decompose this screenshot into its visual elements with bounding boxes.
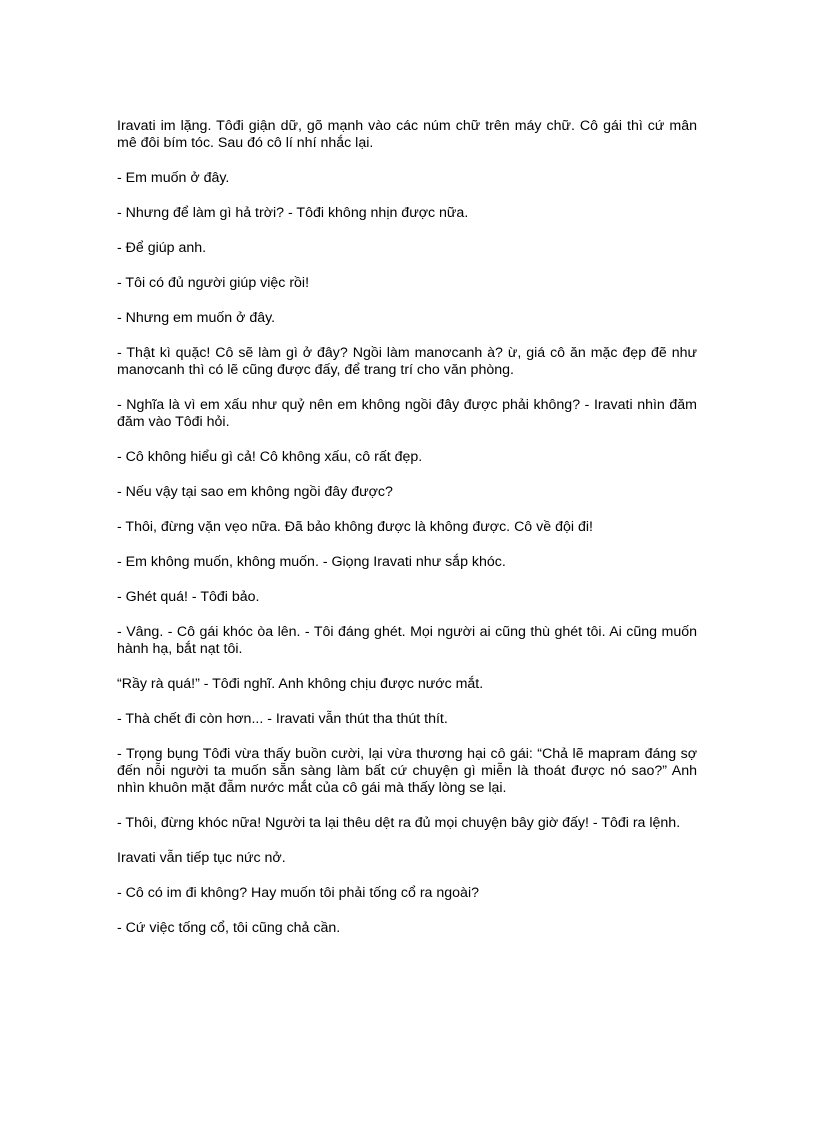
paragraph-12: - Em không muốn, không muốn. - Giọng Iravati như sắp khóc. [117,554,506,570]
paragraph-8: - Nghĩa là vì em xấu như quỷ nên em không ngồi đây được phải không? - Iravati nhìn đăm đăm vào Tôđi hỏi. [117,397,697,430]
paragraph-20: - Cô có im đi không? Hay muốn tôi phải tống cổ ra ngoài? [117,885,479,901]
paragraph-6: - Nhưng em muốn ở đây. [117,310,276,326]
paragraph-16: - Thà chết đi còn hơn... - Iravati vẫn thút tha thút thít. [117,711,448,727]
paragraph-13: - Ghét quá! - Tôđi bảo. [117,589,260,605]
paragraph-9: - Cô không hiểu gì cả! Cô không xấu, cô rất đẹp. [117,449,423,465]
paragraph-15: “Rầy rà quá!” - Tôđi nghĩ. Anh không chịu được nước mắt. [117,676,484,692]
document-page [117,118,697,955]
paragraph-4: - Để giúp anh. [117,240,207,256]
paragraph-5: - Tôi có đủ người giúp việc rồi! [117,275,310,291]
paragraph-1: Iravati im lặng. Tôđi giận dữ, gõ mạnh vào các núm chữ trên máy chữ. Cô gái thì cứ mân mê đôi bím tóc. Sau đó cô lí nhí nhắc lại. [117,118,697,151]
paragraph-19: Iravati vẫn tiếp tục nức nở. [117,850,286,866]
paragraph-18: - Thôi, đừng khóc nữa! Người ta lại thêu dệt ra đủ mọi chuyện bây giờ đấy! - Tôđi ra lệnh. [117,815,681,831]
paragraph-14: - Vâng. - Cô gái khóc òa lên. - Tôi đáng ghét. Mọi người ai cũng thù ghét tôi. Ai cũng muốn hành hạ, bắt nạt tôi. [117,624,697,657]
paragraph-21: - Cứ việc tống cổ, tôi cũng chả cần. [117,920,341,936]
paragraph-11: - Thôi, đừng vặn vẹo nữa. Đã bảo không được là không được. Cô về đội đi! [117,519,593,535]
paragraph-10: - Nếu vậy tại sao em không ngồi đây được? [117,484,393,500]
paragraph-17: - Trọng bụng Tôđi vừa thấy buồn cười, lại vừa thương hại cô gái: “Chả lẽ mapram đáng sợ đến nỗi người ta muốn sẵn sàng làm bất cứ chuyện gì miễn là thoát được nó sao?” Anh nhìn khuôn mặt đẫm nước mắt của cô gái mà thấy lòng se lại. [117,746,697,796]
paragraph-7: - Thật kì quặc! Cô sẽ làm gì ở đây? Ngồi làm manơcanh à? ừ, giá cô ăn mặc đẹp đẽ như manơcanh thì có lẽ cũng được đấy, để trang trí cho văn phòng. [117,345,697,378]
paragraph-3: - Nhưng để làm gì hả trời? - Tôđi không nhịn được nữa. [117,205,469,221]
paragraph-2: - Em muốn ở đây. [117,170,230,186]
